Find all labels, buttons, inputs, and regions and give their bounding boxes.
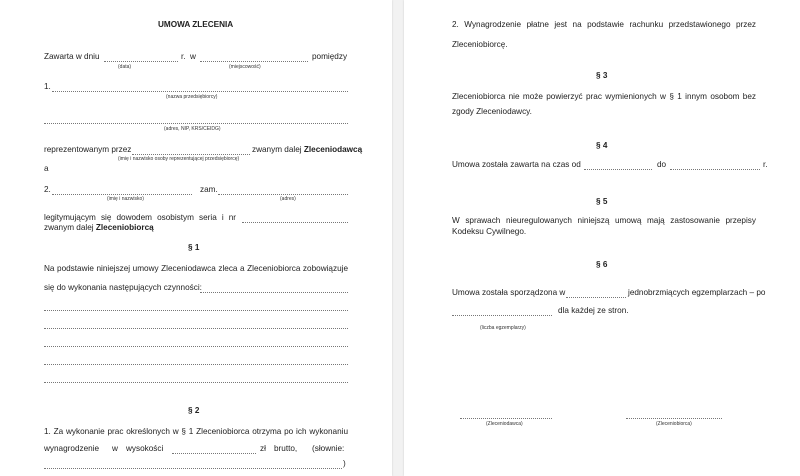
section-1-line-1: Na podstawie niniejszej umowy Zleceniodawca zleca a Zleceniobiorca zobowiązuje — [44, 264, 348, 273]
person-name-field[interactable] — [52, 194, 192, 195]
person-address-field[interactable] — [218, 194, 348, 195]
id-label: legitymującym się dowodem osobistym seria i nr — [44, 213, 236, 222]
section-4-from-label: Umowa została zawarta na czas od — [452, 160, 581, 169]
s2-in-words: (słownie: — [312, 444, 345, 453]
amount-field[interactable] — [172, 453, 256, 454]
represented-by-label: reprezentowanym przez — [44, 145, 132, 154]
tasks-field-3[interactable] — [44, 328, 348, 329]
section-3-title: § 3 — [596, 71, 608, 80]
tasks-field-6[interactable] — [44, 382, 348, 383]
section-4-to-label: do — [657, 160, 667, 169]
called-further-label-2: zwanym dalej — [44, 223, 94, 232]
company-address-field[interactable] — [44, 123, 348, 124]
contractee-signature-label: (Zleceniobiorca) — [656, 421, 692, 427]
tasks-field-4[interactable] — [44, 346, 348, 347]
section-6-line-2: dla każdej ze stron. — [558, 306, 629, 315]
copies-hint: (liczba egzemplarzy) — [480, 325, 526, 331]
place-hint: (miejscowość) — [229, 64, 261, 70]
date-from-field[interactable] — [584, 169, 652, 170]
amount-in-words-field[interactable] — [44, 468, 342, 469]
concluded-on-label: Zawarta w dniu — [44, 52, 100, 61]
date-hint: (data) — [118, 64, 132, 70]
section-6-line-1a: Umowa została sporządzona w — [452, 288, 566, 297]
section-2-point-2-line-1: 2. Wynagrodzenie płatne jest na podstawie rachunku przedstawionego przez — [452, 20, 756, 29]
representative-hint: (imię i nazwisko osoby reprezentującej przedsiębiorcę) — [118, 156, 240, 162]
contractor-signature-label: (Zleceniodawca) — [486, 421, 523, 427]
date-field[interactable] — [104, 61, 178, 62]
document-page-left — [0, 0, 392, 476]
id-number-field[interactable] — [242, 222, 348, 223]
section-1-line-2: się do wykonania następujących czynności: — [44, 283, 202, 292]
s2-currency: zł — [260, 444, 266, 453]
contractor-signature-field[interactable] — [460, 418, 552, 419]
and-label: a — [44, 164, 49, 173]
copies-count-field[interactable] — [566, 297, 626, 298]
document-title: UMOWA ZLECENIA — [158, 20, 234, 29]
section-3-line-2: zgody Zleceniodawcy. — [452, 107, 532, 116]
section-6-title: § 6 — [596, 260, 608, 269]
s2-amount-label: wysokości — [126, 444, 164, 453]
copies-per-party-field[interactable] — [452, 315, 552, 316]
document-page-right — [404, 0, 800, 476]
s2-w: w — [112, 444, 118, 453]
between-label: pomiędzy — [312, 52, 348, 61]
close-paren: ) — [343, 459, 346, 468]
tasks-field-2[interactable] — [44, 310, 348, 311]
tasks-field-1[interactable] — [200, 292, 348, 293]
contractor-definition — [252, 145, 362, 155]
in-label: w — [190, 52, 196, 61]
s2-gross: brutto, — [274, 444, 298, 453]
tasks-field-5[interactable] — [44, 364, 348, 365]
person-name-hint: (imię i nazwisko) — [107, 196, 144, 202]
called-further-label: zwanym dalej — [252, 145, 302, 154]
section-2-point-2-line-2: Zleceniobiorcę. — [452, 40, 508, 49]
section-5-line-1: W sprawach nieuregulowanych niniejszą umową mają zastosowanie przepisy — [452, 216, 756, 225]
section-5-title: § 5 — [596, 197, 608, 206]
section-5-line-2: Kodeksu Cywilnego. — [452, 227, 527, 236]
representative-field[interactable] — [132, 154, 250, 155]
section-2-line-1: 1. Za wykonanie prac określonych w § 1 Zleceniobiorca otrzyma po ich wykonaniu — [44, 427, 348, 436]
person-address-hint: (adres) — [280, 196, 296, 202]
party-1-number: 1. — [44, 82, 51, 91]
section-6-line-1b: jednobrzmiących egzemplarzach – po — [628, 288, 766, 297]
contractor-bold-label: Zleceniodawcą — [303, 145, 363, 154]
company-address-hint: (adres, NIP, KRS/CEIDG) — [164, 126, 221, 132]
section-3-line-1: Zleceniobiorca nie może powierzyć prac wymienionych w § 1 innym osobom bez — [452, 92, 756, 101]
company-name-hint: (nazwa przedsiębiorcy) — [166, 94, 218, 100]
place-field[interactable] — [200, 61, 308, 62]
section-4-year-label: r. — [763, 160, 768, 169]
s2-remuneration: wynagrodzenie — [44, 444, 100, 453]
section-4-title: § 4 — [596, 141, 608, 150]
party-2-number: 2. — [44, 185, 51, 194]
section-1-title: § 1 — [188, 243, 200, 252]
section-2-title: § 2 — [188, 406, 200, 415]
company-name-field[interactable] — [52, 91, 348, 92]
date-to-field[interactable] — [670, 169, 760, 170]
contractee-definition — [44, 223, 154, 233]
year-label: r. — [181, 52, 186, 61]
contractee-bold-label: Zleceniobiorcą — [95, 223, 154, 232]
contractee-signature-field[interactable] — [626, 418, 722, 419]
resident-label: zam. — [200, 185, 218, 194]
